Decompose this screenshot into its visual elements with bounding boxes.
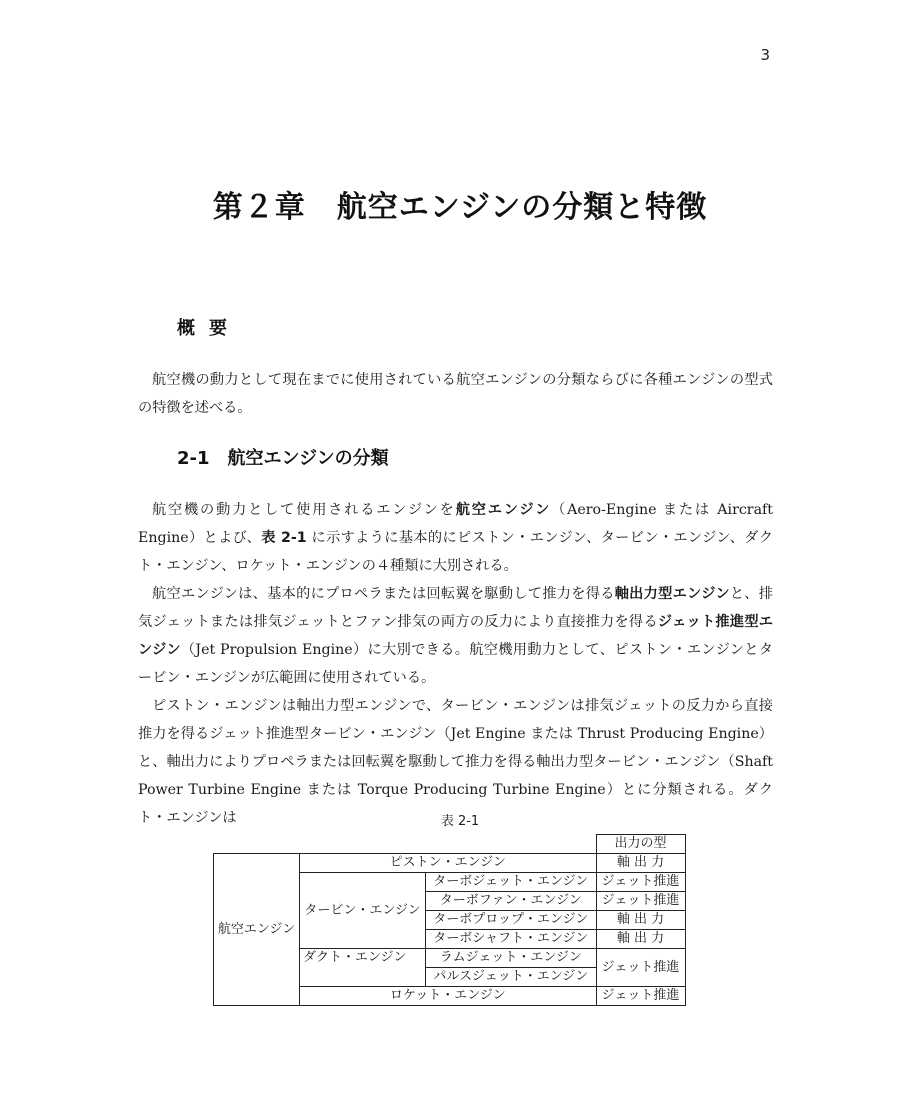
term-jet-propulsion-engine: ジェット推進型エンジン xyxy=(138,614,773,658)
body-text xyxy=(138,496,773,832)
p2-text-a: 航空エンジンは、基本的にプロペラまたは回転翼を駆動して推力を得る xyxy=(152,586,615,602)
p1-text-c: （Aero-Engine または Aircraft Engine）とよび、 xyxy=(138,502,773,546)
turboprop-output-cell: 軸 出 力 xyxy=(596,911,685,930)
page-number: 3 xyxy=(760,46,770,64)
p1-text-a: 航空機の動力として使用されるエンジンを xyxy=(152,502,456,518)
p2-text-c: と、排気ジェットまたは排気ジェットとファン排気の両方の反力により直接推力を得る xyxy=(138,586,773,630)
paragraph-2 xyxy=(138,580,773,692)
rocket-engine-cell: ロケット・エンジン xyxy=(300,987,597,1006)
turboshaft-output-cell: 軸 出 力 xyxy=(596,930,685,949)
table-caption: 表 2-1 xyxy=(440,814,480,829)
section-title: 航空エンジンの分類 xyxy=(227,448,389,469)
engine-classification-table xyxy=(213,834,686,1006)
blank-cell xyxy=(300,835,426,854)
duct-output-cell: ジェット推進 xyxy=(596,949,685,987)
ramjet-cell: ラムジェット・エンジン xyxy=(426,949,597,968)
duct-engine-cell: ダクト・エンジン xyxy=(300,949,426,987)
turboshaft-cell: ターボシャフト・エンジン xyxy=(426,930,597,949)
term-shaft-power-engine: 軸出力型エンジン xyxy=(614,586,730,602)
p2-text-e: （Jet Propulsion Engine）に大別できる。航空機用動力として、ピストン・エンジンとタービン・エンジンが広範囲に使用されている。 xyxy=(138,642,773,686)
turbojet-output-cell: ジェット推進 xyxy=(596,873,685,892)
term-aero-engine: 航空エンジン xyxy=(455,502,552,518)
p1-text-e: に示すように基本的にピストン・エンジン、タービン・エンジン、ダクト・エンジン、ロケット・エンジンの４種類に大別される。 xyxy=(138,530,773,574)
table-reference: 表 2-1 xyxy=(261,530,307,546)
piston-engine-cell: ピストン・エンジン xyxy=(300,854,597,873)
root-cell: 航空エンジン xyxy=(214,854,300,1006)
blank-cell xyxy=(214,835,300,854)
overview-paragraph xyxy=(138,366,773,422)
turbojet-cell: ターボジェット・エンジン xyxy=(426,873,597,892)
section-number: 2-1 xyxy=(177,448,210,469)
piston-output-cell: 軸 出 力 xyxy=(596,854,685,873)
section-heading xyxy=(177,444,389,470)
paragraph-3: ピストン・エンジンは軸出力型エンジンで、タービン・エンジンは排気ジェットの反力から直接推力を得るジェット推進型タービン・エンジン（Jet Engine または Thrust Producing Engine）と、軸出力によりプロペラまたは回転翼を駆動して推力を得る軸出力型タービン・エンジン（Shaft Power Turbine Engine または Torque Producing Turbine Engine）とに分類される。ダクト・エンジンは xyxy=(138,698,773,826)
table-header-row xyxy=(214,835,686,854)
pulsejet-cell: パルスジェット・エンジン xyxy=(426,968,597,987)
overview-text: 航空機の動力として現在までに使用されている航空エンジンの分類ならびに各種エンジンの型式の特徴を述べる。 xyxy=(138,372,773,416)
overview-heading: 概要 xyxy=(177,318,241,339)
turbofan-cell: ターボファン・エンジン xyxy=(426,892,597,911)
rocket-output-cell: ジェット推進 xyxy=(596,987,685,1006)
turbine-engine-cell: タービン・エンジン xyxy=(300,873,426,949)
turboprop-cell: ターボプロップ・エンジン xyxy=(426,911,597,930)
turbofan-output-cell: ジェット推進 xyxy=(596,892,685,911)
table-row xyxy=(214,854,686,873)
output-type-header: 出力の型 xyxy=(596,835,685,854)
blank-cell xyxy=(426,835,597,854)
paragraph-1 xyxy=(138,496,773,580)
chapter-title: 第２章 航空エンジンの分類と特徴 xyxy=(212,190,708,225)
